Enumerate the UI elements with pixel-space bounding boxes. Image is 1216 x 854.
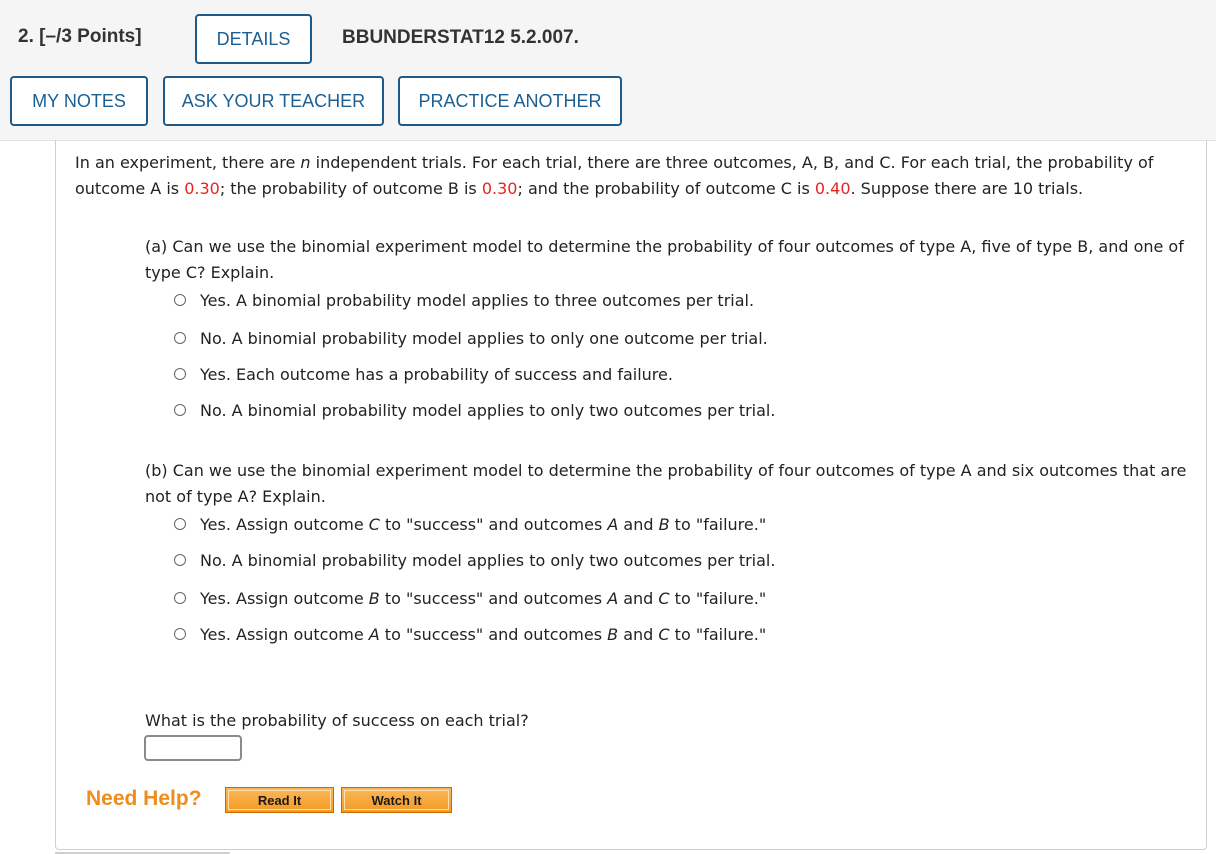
option-label: Yes. Assign outcome C to "success" and outcomes A and B to "failure."	[200, 514, 767, 534]
problem-code: BBUNDERSTAT12 5.2.007.	[342, 27, 579, 48]
prob-a-value: 0.30	[184, 179, 220, 198]
radio-button[interactable]	[174, 404, 186, 416]
part-a-option-1[interactable]	[174, 289, 754, 311]
option-label: No. A binomial probability model applies to only one outcome per trial.	[200, 328, 768, 348]
question-number-points	[18, 26, 142, 48]
radio-button[interactable]	[174, 628, 186, 640]
part-a-option-4[interactable]	[174, 399, 775, 421]
watch-it-label: Watch It	[344, 790, 449, 810]
question-header	[0, 0, 1216, 141]
read-it-button[interactable]	[225, 787, 334, 813]
question-number: 2.	[18, 26, 34, 47]
probability-question: What is the probability of success on each trial?	[145, 711, 529, 730]
part-b-option-3[interactable]	[174, 587, 766, 609]
question-stem: In an experiment, there are n independent trials. For each trial, there are three outcomes, A, B, and C. For each trial, the probability of outcome A is 0.30; the probability of outcome B is 0.30; and the probability of outcome C is 0.40. Suppose there are 10 trials.	[75, 153, 1154, 198]
option-label: Yes. Assign outcome B to "success" and outcomes A and C to "failure."	[200, 588, 767, 608]
need-help-label: Need Help?	[86, 787, 202, 810]
radio-button[interactable]	[174, 368, 186, 380]
question-points: [–/3 Points]	[39, 26, 142, 47]
variable-n: n	[300, 153, 311, 172]
part-a-option-2[interactable]	[174, 327, 768, 349]
option-label: No. A binomial probability model applies to only two outcomes per trial.	[200, 400, 776, 420]
prob-b-value: 0.30	[481, 179, 518, 198]
radio-button[interactable]	[174, 554, 186, 566]
option-label: Yes. Each outcome has a probability of success and failure.	[200, 364, 673, 384]
radio-button[interactable]	[174, 518, 186, 530]
option-label: Yes. A binomial probability model applies to three outcomes per trial.	[200, 290, 755, 310]
ask-your-teacher-button[interactable]: ASK YOUR TEACHER	[163, 76, 384, 126]
part-b-option-2[interactable]	[174, 549, 775, 571]
part-a-option-3[interactable]	[174, 363, 673, 385]
part-a-question: (a) Can we use the binomial experiment model to determine the probability of four outcomes of type A, five of type B, and one of type C? Explain.	[145, 237, 1184, 282]
part-b-option-1[interactable]	[174, 513, 766, 535]
practice-another-button[interactable]: PRACTICE ANOTHER	[398, 76, 622, 126]
details-button[interactable]: DETAILS	[195, 14, 312, 64]
option-label: No. A binomial probability model applies to only two outcomes per trial.	[200, 550, 776, 570]
part-b-option-4[interactable]	[174, 623, 766, 645]
radio-button[interactable]	[174, 294, 186, 306]
part-b-question: (b) Can we use the binomial experiment model to determine the probability of four outcomes of type A and six outcomes that are not of type A? Explain.	[145, 461, 1187, 506]
option-label: Yes. Assign outcome A to "success" and outcomes B and C to "failure."	[200, 624, 767, 644]
watch-it-button[interactable]	[341, 787, 452, 813]
my-notes-button[interactable]: MY NOTES	[10, 76, 148, 126]
prob-c-value: 0.40	[814, 179, 851, 198]
probability-answer-input[interactable]	[144, 735, 242, 761]
read-it-label: Read It	[228, 790, 331, 810]
radio-button[interactable]	[174, 332, 186, 344]
radio-button[interactable]	[174, 592, 186, 604]
